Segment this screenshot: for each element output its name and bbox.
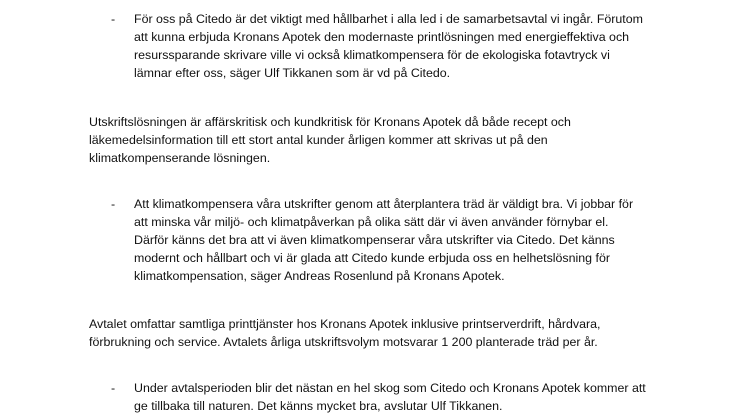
quote-line: Därför känns det bra att vi även klimatkompenserar våra utskrifter via Citedo. Det känns [134, 233, 615, 247]
quote-line: lämnar efter oss, säger Ulf Tikkanen som är vd på Citedo. [134, 66, 451, 80]
paragraph-line: Avtalet omfattar samtliga printtjänster hos Kronans Apotek inklusive printserverdrift, hårdvara, [89, 317, 601, 331]
paragraph-line: klimatkompenserande lösningen. [89, 151, 271, 165]
quote-line: För oss på Citedo är det viktigt med hållbarhet i alla led i de samarbetsavtal vi ingår. Förutom [134, 12, 643, 26]
paragraph-line: läkemedelsinformation till ett stort antal kunder årligen kommer att skrivas ut på den [89, 133, 548, 147]
quote-line: modernt och hållbart och vi är glada att Citedo kunde erbjuda oss en helhetslösning för [134, 251, 610, 265]
bullet-dash: - [111, 197, 116, 211]
quote-line: Att klimatkompensera våra utskrifter genom att återplantera träd är väldigt bra. Vi jobbar för [134, 197, 634, 211]
quote-line: ge tillbaka till naturen. Det känns mycket bra, avslutar Ulf Tikkanen. [134, 399, 503, 413]
bullet-dash: - [111, 12, 116, 26]
paragraph-line: Utskriftslösningen är affärskritisk och kundkritisk för Kronans Apotek då både recept och [89, 115, 571, 129]
bullet-dash: - [111, 381, 116, 395]
quote-line: att minska vår miljö- och klimatpåverkan på olika sätt där vi även använder förnybar el. [134, 215, 609, 229]
quote-line: resurssparande skrivare ville vi också klimatkompensera för de ekologiska fotavtryck vi [134, 48, 610, 62]
quote-line: Under avtalsperioden blir det nästan en hel skog som Citedo och Kronans Apotek kommer att [134, 381, 646, 395]
quote-line: klimatkompensation, säger Andreas Rosenlund på Kronans Apotek. [134, 269, 505, 283]
quote-line: att kunna erbjuda Kronans Apotek den modernaste printlösningen med energieffektiva och [134, 30, 630, 44]
paragraph-line: förbrukning och service. Avtalets årliga utskriftsvolym motsvarar 1 200 planterade träd per år. [89, 335, 598, 349]
